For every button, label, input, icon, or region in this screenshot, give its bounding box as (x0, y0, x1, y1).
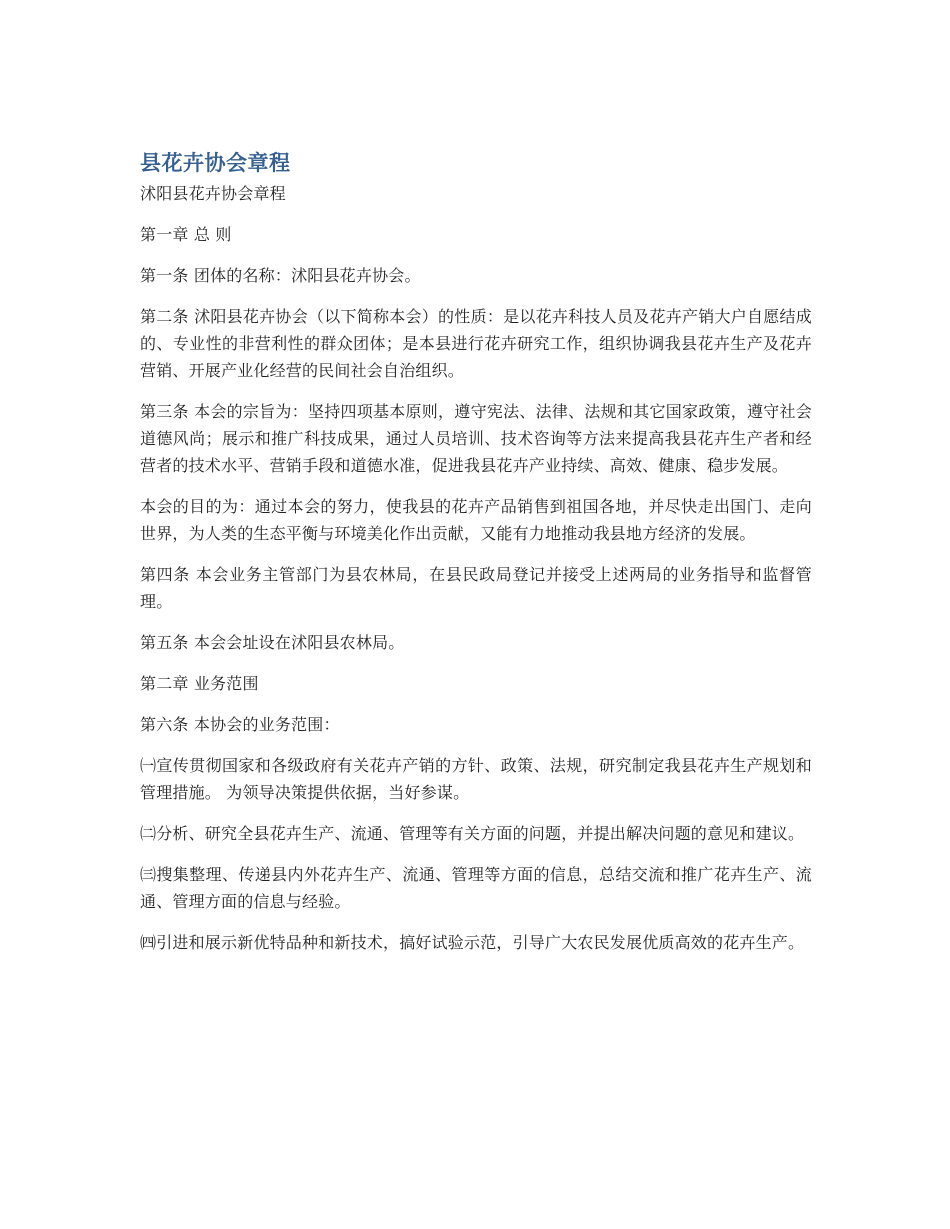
article-paragraph: 第二条 沭阳县花卉协会（以下简称本会）的性质：是以花卉科技人员及花卉产销大户自愿结成的、专业性的非营利性的群众团体；是本县进行花卉研究工作，组织协调我县花卉生产及花卉营销、开展产业化经营的民间社会自治组织。 (140, 307, 812, 380)
subtitle-paragraph: 沭阳县花卉协会章程 (140, 184, 286, 203)
article-paragraph: 第五条 本会会址设在沭阳县农林局。 (140, 633, 405, 652)
chapter-heading: 第一章 总 则 (140, 225, 232, 244)
document-title: 县花卉协会章程 (140, 151, 291, 175)
list-item-paragraph: ㈢搜集整理、传递县内外花卉生产、流通、管理等方面的信息，总结交流和推广花卉生产、流通、管理方面的信息与经验。 (140, 865, 812, 911)
article-paragraph: 第三条 本会的宗旨为：坚持四项基本原则，遵守宪法、法律、法规和其它国家政策，遵守社会道德风尚；展示和推广科技成果，通过人员培训、技术咨询等方法来提高我县花卉生产者和经营者的技术水平、营销手段和道德水准，促进我县花卉产业持续、高效、健康、稳步发展。 (140, 402, 812, 475)
article-paragraph: 本会的目的为：通过本会的努力，使我县的花卉产品销售到祖国各地，并尽快走出国门、走向世界，为人类的生态平衡与环境美化作出贡献，又能有力地推动我县地方经济的发展。 (140, 497, 812, 543)
article-paragraph: 第四条 本会业务主管部门为县农林局，在县民政局登记并接受上述两局的业务指导和监督管理。 (140, 565, 812, 611)
article-paragraph: 第一条 团体的名称：沭阳县花卉协会。 (140, 266, 421, 285)
document-page (140, 148, 812, 970)
chapter-heading: 第二章 业务范围 (140, 674, 259, 693)
list-item-paragraph: ㈡分析、研究全县花卉生产、流通、管理等有关方面的问题，并提出解决问题的意见和建议。 (140, 824, 805, 843)
article-paragraph: 第六条 本协会的业务范围： (140, 715, 340, 734)
list-item-paragraph: ㈠宣传贯彻国家和各级政府有关花卉产销的方针、政策、法规，研究制定我县花卉生产规划和管理措施。 为领导决策提供依据，当好参谋。 (140, 756, 812, 802)
list-item-paragraph: ㈣引进和展示新优特品种和新技术，搞好试验示范，引导广大农民发展优质高效的花卉生产。 (140, 933, 805, 952)
